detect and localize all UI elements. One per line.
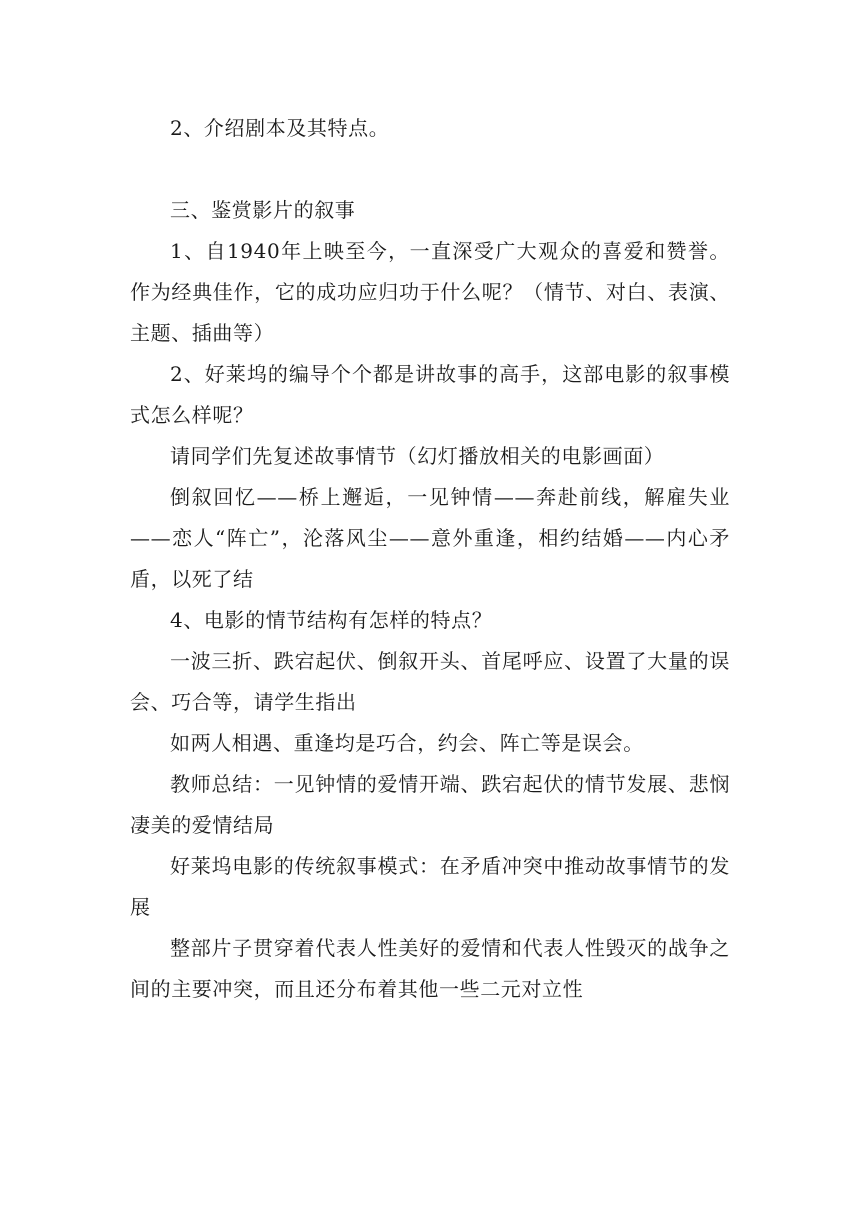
paragraph-narrative-mode-question: 2、好莱坞的编导个个都是讲故事的高手，这部电影的叙事模式怎么样呢？ [130, 362, 730, 427]
paragraph-plot-features: 一波三折、跌宕起伏、倒叙开头、首尾呼应、设置了大量的误会、巧合等，请学生指出 [130, 649, 730, 714]
paragraph-intro-script: 2、介绍剧本及其特点。 [170, 116, 390, 140]
paragraph-plot-sequence: 倒叙回忆——桥上邂逅，一见钟情——奔赴前线，解雇失业——恋人“阵亡”，沦落风尘——意外重逢，相约结婚——内心矛盾，以死了结 [130, 485, 730, 591]
paragraph-coincidence-examples: 如两人相遇、重逢均是巧合，约会、阵亡等是误会。 [170, 731, 644, 755]
paragraph-main-conflict: 整部片子贯穿着代表人性美好的爱情和代表人性毁灭的战争之间的主要冲突，而且还分布着其他一些二元对立性 [130, 936, 730, 1001]
paragraph-retell-plot: 请同学们先复述故事情节（幻灯播放相关的电影画面） [170, 444, 665, 468]
paragraph-plot-structure-question: 4、电影的情节结构有怎样的特点？ [170, 608, 493, 632]
paragraph-hollywood-mode: 好莱坞电影的传统叙事模式：在矛盾冲突中推动故事情节的发展 [130, 854, 730, 919]
section-heading-narrative: 三、鉴赏影片的叙事 [170, 198, 356, 222]
document-body [130, 108, 730, 1010]
paragraph-teacher-summary: 教师总结：一见钟情的爱情开端、跌宕起伏的情节发展、悲悯凄美的爱情结局 [130, 772, 730, 837]
paragraph-success-question: 1、自1940年上映至今，一直深受广大观众的喜爱和赞誉。作为经典佳作，它的成功应归功于什么呢？（情节、对白、表演、主题、插曲等） [130, 239, 730, 345]
